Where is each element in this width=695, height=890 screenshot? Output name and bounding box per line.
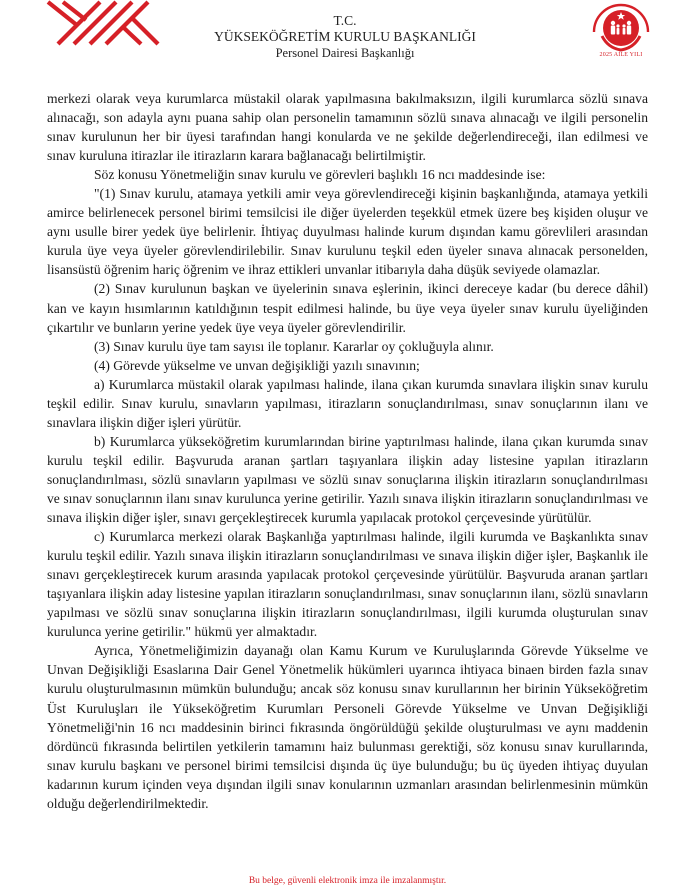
header-organization: YÜKSEKÖĞRETİM KURULU BAŞKANLIĞI — [214, 29, 476, 44]
yok-logo-icon — [46, 0, 170, 46]
paragraph-clause-4a: a) Kurumlarca müstakil olarak yapılması halinde, ilana çıkan kurumda sınavlara ilişkin sınav kurulu teşkil edilir. Sınav kurulu, sınavların yapılması, itirazların sonuçlandırılması, sınav sonuçlarının ilanı ve sınavlara ilişkin diğer işleri yürütür. — [47, 376, 648, 430]
paragraph-clause-4c: c) Kurumlarca merkezi olarak Başkanlığa yaptırılması halinde, ilgili kurumda ve Başkanlıkta sınav kurulu teşkil edilir. Yazılı sınava ilişkin itirazların sonuçlandırılması ve sınava ilişkin diğer işler, Başkanlık ile sınavı gerçekleştirecek kurum arasında yapılacak protokol çerçevesinde yürütülür. Başvuruda aranan şartları taşıyanlara ilişkin aday listesine yapılan itirazların sonuçlandırılması, sınav sonuçlarının ilanı, sözlü sınavların yapılması ve sözlü sınav sonuçlarına ilişkin itirazların sonuçlandırılması, ilgili kurumda oluşturulan sınav kurulunca yerine getirilir." hükmü yer almaktadır. — [47, 529, 648, 640]
paragraph-clause-4b: b) Kurumlarca yükseköğretim kurumlarından birine yaptırılması halinde, ilana çıkan kurumda sınav kurulu teşkil edilir. Başvuruda aranan şartları taşıyanlara ilişkin aday listesine yapılan itirazların sonuçlandırılması, sözlü sınavların yapılması ve sözlü sınav sonuçlarına ilişkin itirazların sonuçlandırılması ve sınav sonuçlarının ilanı sınav kurulunca yerine getirilir. Yazılı sınava ilişkin itirazların sonuçlandırılması ve sınava ilişkin diğer işler, sınavı gerçekleştirecek kurumla yapılacak protokol çerçevesinde yürütülür. — [47, 433, 648, 526]
paragraph-article-16-intro: Söz konusu Yönetmeliğin sınav kurulu ve görevleri başlıklı 16 ncı maddesinde ise: — [94, 167, 546, 183]
paragraph-clause-1: "(1) Sınav kurulu, atamaya yetkili amir veya görevlendireceği kişinin başkanlığında, atamaya yetkili amirce belirlenecek personel birimi temsilcisi ile diğer üyelerden teşekkül etmek üzere beş kişiden oluşur ve aynı usulle birer yedek üye belirlenir. İhtiyaç duyulması halinde kurum dışından kamu görevlileri arasından kurula üye veya üyeler görevlendirilebilir. Sınav kurulunu teşkil eden üyeler sınava alınacak personelden, lisansüstü öğrenim hariç öğrenim ve ihraz ettikleri unvanlar itibarıyla daha düşük seviyede olamazlar. — [47, 186, 648, 278]
letterhead — [0, 0, 695, 80]
aile-yili-caption: 2025 AİLE YILI — [599, 52, 643, 58]
paragraph-clause-3: (3) Sınav kurulu üye tam sayısı ile toplanır. Kararlar oy çokluğuyla alınır. — [94, 338, 494, 354]
e-signature-note: Bu belge, güvenli elektronik imza ile imzalanmıştır. — [248, 876, 447, 886]
paragraph-clause-2: (2) Sınav kurulunun başkan ve üyelerinin sınava eşlerinin, ikinci dereceye kadar (bu derece dâhil) kan ve kayın hısımlarının katıldığının tespit edilmesi halinde, bu üye veya üyeler sınav kurulu üyeliğinden çıkartılır ve bunların yerine yedek üye veya üyeler görevlendirilir. — [47, 281, 648, 335]
header-department: Personel Dairesi Başkanlığı — [275, 46, 415, 60]
paragraph-clause-4: (4) Görevde yükselme ve unvan değişikliği yazılı sınavının; — [94, 357, 420, 373]
header-tc: T.C. — [333, 13, 357, 28]
letter-body — [47, 89, 648, 813]
paragraph-conclusion: Ayrıca, Yönetmeliğimizin dayanağı olan Kamu Kurum ve Kuruluşlarında Görevde Yükselme ve Unvan Değişikliği Esaslarına Dair Genel Yönetmelik hükümleri uyarınca ihtiyaca binaen birden fazla sınav kurulu oluşturulmasının mümkün bulunduğu; ancak söz konusu sınav kurullarının her birinin Yükseköğretim Üst Kuruluşları ile Yükseköğretim Kurumları Personeli Görevde Yükselme ve Unvan Değişikliği Yönetmeliği'nin 16 ncı maddesinin birinci fıkrasında öngörüldüğü şekilde oluşturulması ve aynı maddenin dördüncü fıkrasında belirtilen yetkilerin tamamını haiz bulunması gerektiği, söz konusu sınav kurullarında, sınav kurulu başkanı ve personel birimi temsilcisi dışında üç üye bulunduğu; bu üç üyeden ihtiyaç duyulan kadarının kurum içinden veya dışından ilgili sınav konularının uzmanları arasından belirlenmesinin mümkün olduğu değerlendirilmektedir. — [47, 643, 648, 811]
paragraph-continuation: merkezi olarak veya kurumlarca müstakil olarak yapılmasına bakılmaksızın, ilgili kurumlarca sözlü sınava alınacağı, son adayla aynı puana sahip olan personelin tamamının sözlü sınava alınacağı ve ilgili personelin sınav kurulunun her bir üyesi tarafından hangi konularda ve ne şekilde değerlendireceği, ilan edilmesi ve sınav kuruluna itirazlar ile itirazların karara bağlanacağı belirtilmiştir. — [47, 91, 648, 164]
